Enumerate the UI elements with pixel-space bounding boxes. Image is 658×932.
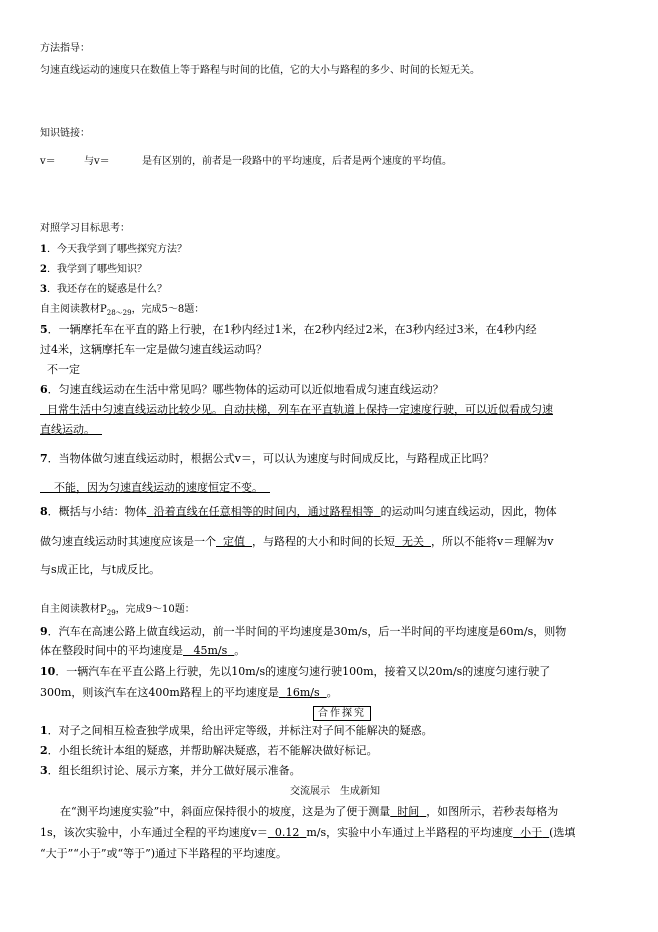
item-text: ．小组长统计本组的疑惑，并帮助解决疑惑，若不能解决做好标记。	[47, 744, 378, 757]
knowledge-heading: 知识链接：	[40, 128, 90, 139]
q5-answer: 不一定	[47, 363, 80, 376]
exchange-heading: 交流展示 生成新知	[290, 786, 380, 797]
coop-item-1	[40, 724, 620, 738]
exchange-text: 1s，该次实验中，小车通过全程的平均速度v＝	[40, 826, 268, 839]
question-text: ．一辆摩托车在平直的路上行驶，在1秒内经过1米，在2秒内经过2米，在3秒内经过3米，在4秒内经	[47, 323, 537, 336]
question-number: 10	[40, 665, 56, 678]
reflect-item-2	[40, 263, 620, 277]
q9-blank: 45m/s	[193, 644, 228, 657]
exchange-text: m/s，实验中小车通过上半路程的平均速度	[306, 826, 514, 839]
item-number: 3	[40, 764, 48, 777]
read-tail: ，完成9～10题：	[115, 604, 195, 615]
exchange-line2	[40, 826, 620, 840]
q8-text: ，与路程的大小和时间的长短	[252, 535, 395, 548]
item-text: ．我还存在的疑惑是什么？	[46, 284, 167, 295]
item-text: ．我学到了哪些知识？	[46, 264, 147, 275]
item-text: ．组长组织讨论、展示方案，并分工做好展示准备。	[47, 764, 301, 777]
q8-blank-2: 定值	[223, 535, 245, 548]
coop-item-3	[40, 764, 620, 778]
exchange-blank-2: 0.12	[274, 826, 300, 839]
q6-answer-1	[40, 403, 620, 417]
coop-item-2	[40, 744, 620, 758]
cooperation-badge: 合作探究	[313, 706, 371, 721]
read-label: 自主阅读教材P	[40, 604, 107, 615]
question-number: 6	[40, 383, 48, 396]
formula-v1: v＝	[40, 156, 56, 167]
question-text: ．匀速直线运动在生活中常见吗？哪些物体的运动可以近似地看成匀速直线运动？	[47, 383, 444, 396]
formula-v2: 与v＝	[84, 156, 110, 167]
q5-line1	[40, 323, 620, 337]
question-number: 9	[40, 625, 48, 638]
read1-heading	[40, 303, 620, 320]
q10-line2	[40, 686, 620, 700]
item-number: 3	[40, 284, 47, 295]
q7-line	[40, 452, 620, 466]
question-text: ．汽车在高速公路上做直线运动，前一半时间的平均速度是30m/s，后一半时间的平均速度是60m/s，则物	[47, 625, 567, 638]
method-text: 匀速直线运动的速度只在数值上等于路程与时间的比值，它的大小与路程的多少、时间的长短无关。	[40, 65, 480, 76]
q10-blank: 16m/s	[285, 686, 320, 699]
q8-text: 的运动叫匀速直线运动，因此，物体	[380, 505, 557, 518]
item-number: 2	[40, 744, 48, 757]
item-number: 1	[40, 244, 47, 255]
question-number: 8	[40, 505, 48, 518]
q7-answer	[40, 481, 620, 495]
reflect-item-3	[40, 283, 620, 297]
q8-blank-1: 沿着直线在任意相等的时间内，通过路程相等	[153, 505, 374, 518]
exchange-line3: “大于”“小于”或“等于”)通过下半路程的平均速度。	[40, 847, 288, 860]
q8-line2	[40, 535, 620, 549]
q8-text: 做匀速直线运动时其速度应该是一个	[40, 535, 216, 548]
exchange-text: 在“测平均速度实验”中，斜面应保持很小的坡度，这是为了便于测量	[60, 805, 391, 818]
knowledge-line	[40, 155, 620, 169]
item-number: 1	[40, 724, 48, 737]
q8-blank-3: 无关	[402, 535, 424, 548]
exchange-line1	[60, 805, 640, 819]
q5-line2: 过4米，这辆摩托车一定是做匀速直线运动吗？	[40, 343, 267, 356]
q9-line1	[40, 625, 620, 639]
q10-text: 300m，则该汽车在这400m路程上的平均速度是	[40, 686, 279, 699]
exchange-text: (选填	[549, 826, 576, 839]
q10-line1	[40, 665, 620, 679]
item-text: ．对子之间相互检查独学成果，给出评定等级，并标注对子间不能解决的疑惑。	[47, 724, 433, 737]
item-number: 2	[40, 264, 47, 275]
q8-line1	[40, 505, 620, 519]
item-text: ．今天我学到了哪些探究方法？	[46, 244, 187, 255]
exchange-blank-3: 小于	[520, 826, 543, 839]
exchange-text: ，如图所示，若秒表每格为	[426, 805, 559, 818]
knowledge-text: 是有区别的，前者是一段路中的平均速度，后者是两个速度的平均值。	[142, 156, 453, 167]
q10-end: 。	[326, 686, 338, 699]
question-text: ．一辆汽车在平直公路上行驶，先以10m/s的速度匀速行驶100m，接着又以20m/s的速度匀速行驶了	[55, 665, 551, 678]
answer-text: 日常生活中匀速直线运动比较少见。自动扶梯，列车在平直轨道上保持一定速度行驶，可以近似看成匀速	[47, 403, 553, 416]
q8-line3: 与s成正比，与t成反比。	[40, 563, 161, 576]
q6-answer-2	[40, 423, 620, 437]
question-number: 5	[40, 323, 48, 336]
question-text: ．当物体做匀速直线运动时，根据公式v＝，可以认为速度与时间成反比，与路程成正比吗？	[47, 452, 494, 465]
page-range: 29	[106, 609, 116, 617]
page-range: 28～29	[106, 309, 132, 317]
read2-heading	[40, 603, 620, 620]
reflect-item-1	[40, 243, 620, 257]
method-heading: 方法指导：	[40, 43, 90, 54]
answer-text: 不能，因为匀速直线运动的速度恒定不变。	[54, 481, 263, 494]
exchange-blank-1: 时间	[397, 805, 420, 818]
q8-text: ．概括与小结：物体	[47, 505, 147, 518]
read-tail: ，完成5～8题：	[131, 304, 205, 315]
q8-text: ，所以不能将v＝理解为v	[431, 535, 554, 548]
q6-line	[40, 383, 620, 397]
answer-text: 直线运动。	[40, 423, 95, 436]
q9-end: 。	[234, 644, 246, 657]
reflect-heading: 对照学习目标思考：	[40, 223, 130, 234]
q9-text: 体在整段时间中的平均速度是	[40, 644, 183, 657]
read-label: 自主阅读教材P	[40, 304, 107, 315]
question-number: 7	[40, 452, 48, 465]
q9-line2	[40, 644, 620, 658]
